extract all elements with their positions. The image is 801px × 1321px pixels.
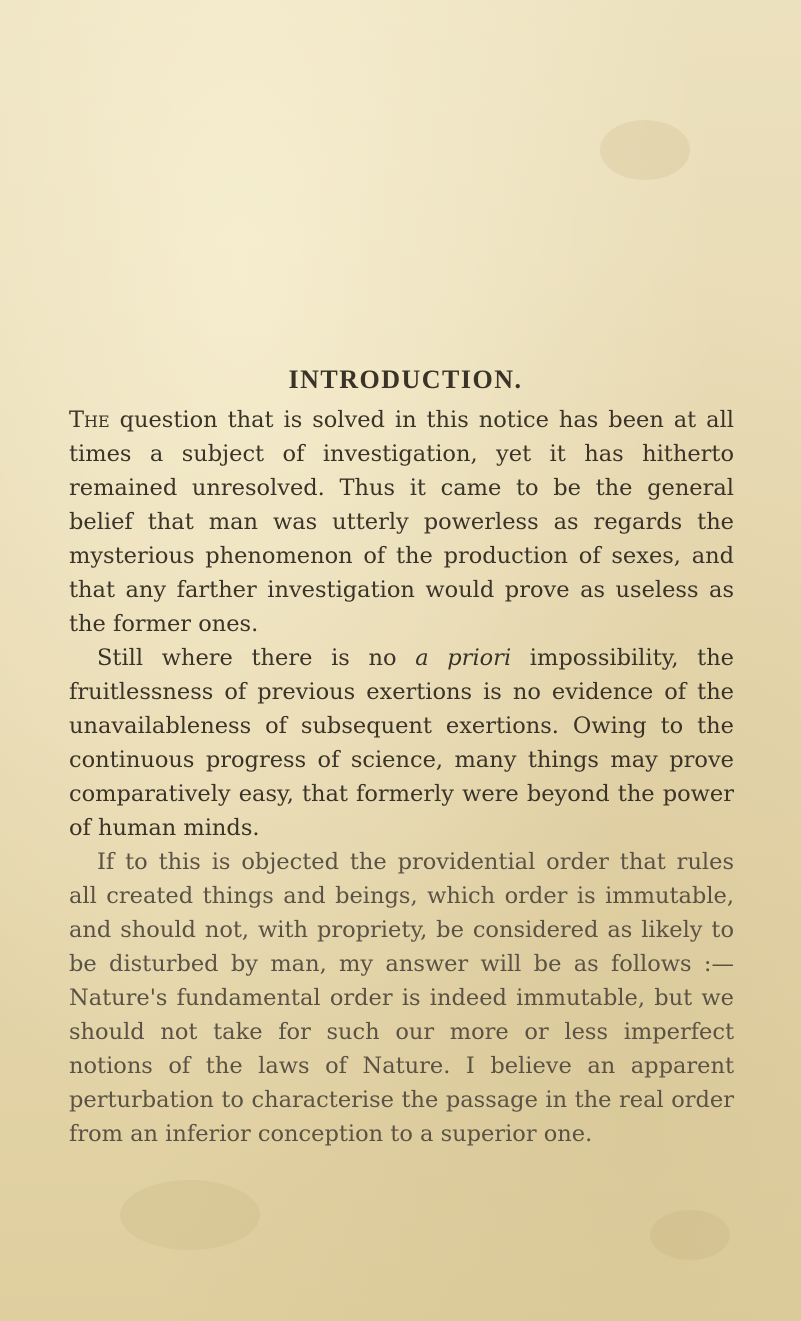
paragraph-1-text: question that is solved in this notice has been at all times a subject of investigation, yet it has hitherto remained unresolved. Thus it came to be the general belief that man was utterly powerless as regards the mysterious phenomenon of the production of sexes, and that any farther investigation would prove as useless as the former ones. bbox=[69, 407, 734, 637]
paragraph-1 bbox=[69, 403, 734, 641]
paper-stain bbox=[650, 1210, 730, 1260]
chapter-heading: INTRODUCTION. bbox=[288, 365, 523, 394]
paragraph-3: If to this is objected the providential order that rules all created things and beings, which order is immutable, and should not, with propriety, be considered as likely to be disturbed by man, my answer will be as follows :—Nature's fundamental order is indeed immutable, but we should not take for such our more or less imperfect notions of the laws of Nature. I believe an apparent perturbation to characterise the passage in the real order from an inferior conception to a superior one. bbox=[69, 849, 734, 1147]
text-body bbox=[69, 363, 734, 1151]
paragraph-2-before: Still where there is no bbox=[97, 645, 416, 671]
paragraph-2-italic: a priori bbox=[415, 645, 512, 671]
paragraph-2-after: impossibility, the fruitlessness of previous exertions is no evidence of the unavailableness of subsequent exertions. Owing to the continuous progress of science, many things may prove comparatively easy, that formerly were beyond the power of human minds. bbox=[69, 645, 734, 841]
paragraph-1-lead: The bbox=[69, 407, 110, 433]
paragraph-2 bbox=[69, 641, 734, 845]
paper-stain bbox=[600, 120, 690, 180]
paper-stain bbox=[120, 1180, 260, 1250]
